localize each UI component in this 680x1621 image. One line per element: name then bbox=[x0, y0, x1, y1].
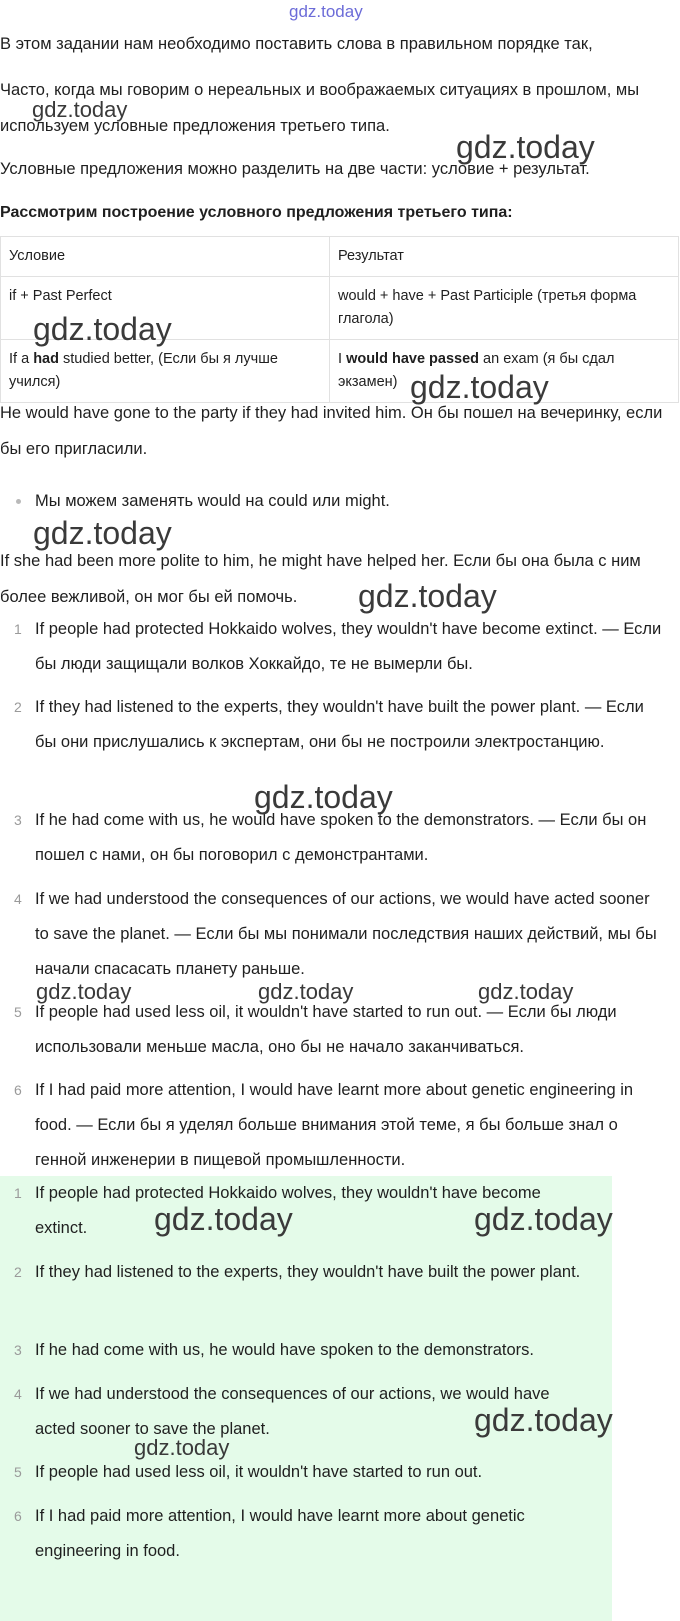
watermark: gdz.today bbox=[478, 979, 574, 1004]
answer-text: If people had protected Hokkaido wolves, they wouldn't have become extinct. bbox=[35, 1184, 541, 1237]
watermark: gdz.today bbox=[33, 311, 172, 347]
watermark: gdz.today bbox=[456, 129, 595, 165]
table-row bbox=[1, 340, 679, 403]
table-cell: would + have + Past Participle (третья форма глагола) bbox=[330, 277, 679, 340]
list-text: If they had listened to the experts, they wouldn't have built the power plant. — Если бы они прислушались к экспертам, они бы не построили электростанцию. bbox=[35, 698, 644, 751]
table-cell: if + Past Perfect bbox=[1, 277, 330, 340]
watermark: gdz.today bbox=[134, 1435, 230, 1460]
example-sentence-1: He would have gone to the party if they had invited him. Он бы пошел на вечеринку, если бы его пригласили. bbox=[0, 404, 663, 458]
intro-paragraph-2: Часто, когда мы говорим о нереальных и воображаемых ситуациях в прошлом, мы используем условные предложения третьего типа. bbox=[0, 81, 640, 135]
intro-paragraph-3: Условные предложения можно разделить на две части: условие + результат. bbox=[0, 160, 590, 178]
answer-text: If he had come with us, he would have spoken to the demonstrators. bbox=[35, 1341, 534, 1359]
list-number: 3 bbox=[14, 1342, 22, 1358]
list-number: 2 bbox=[14, 699, 22, 715]
intro-paragraph-1: В этом задании нам необходимо поставить слова в правильном порядке так, bbox=[0, 35, 593, 53]
answer-text: If they had listened to the experts, they wouldn't have built the power plant. bbox=[35, 1263, 581, 1281]
watermark: gdz.today bbox=[410, 369, 549, 405]
table-header-row bbox=[1, 237, 679, 277]
list-text: If people had used less oil, it wouldn't have started to run out. — Если бы люди использовали меньше масла, оно бы не начало заканчиваться. bbox=[35, 1003, 617, 1056]
list-number: 4 bbox=[14, 1386, 22, 1402]
list-number: 3 bbox=[14, 812, 22, 828]
section-heading: Рассмотрим построение условного предложения третьего типа: bbox=[0, 204, 513, 221]
answers-block bbox=[0, 1176, 612, 1621]
answer-text: If people had used less oil, it wouldn't have started to run out. bbox=[35, 1463, 483, 1481]
list-text: If I had paid more attention, I would have learnt more about genetic engineering in food. — Если бы я уделял больше внимания этой теме, я бы больше знал о генной инженерии в пищевой промышленности. bbox=[35, 1081, 634, 1169]
example-sentence-2: If she had been more polite to him, he might have helped her. Если бы она была с ним более вежливой, он мог бы ей помочь. bbox=[0, 552, 641, 606]
answer-text: If we had understood the consequences of our actions, we would have acted sooner to save the planet. bbox=[35, 1385, 550, 1438]
list-text: If he had come with us, he would have spoken to the demonstrators. — Если бы он пошел с нами, он бы поговорил с демонстрантами. bbox=[35, 811, 647, 864]
table-header-result: Результат bbox=[330, 237, 679, 277]
watermark: gdz.today bbox=[358, 578, 497, 614]
list-number: 2 bbox=[14, 1264, 22, 1280]
list-number: 5 bbox=[14, 1004, 22, 1020]
list-number: 6 bbox=[14, 1508, 22, 1524]
list-number: 6 bbox=[14, 1082, 22, 1098]
list-text: If people had protected Hokkaido wolves, they wouldn't have become extinct. — Если бы люди защищали волков Хоккайдо, те не вымерли бы. bbox=[35, 620, 662, 673]
table-cell: If a had studied better, (Если бы я лучше учился) bbox=[1, 340, 330, 403]
list-text: If we had understood the consequences of our actions, we would have acted sooner to save the planet. — Если бы мы понимали последствия наших действий, мы бы начали спасасать планету раньше. bbox=[35, 890, 657, 978]
bullet-dot-icon bbox=[16, 499, 21, 504]
table-header-condition: Условие bbox=[1, 237, 330, 277]
watermark: gdz.today bbox=[32, 97, 128, 122]
list-number: 5 bbox=[14, 1464, 22, 1480]
list-number: 1 bbox=[14, 621, 22, 637]
watermark: gdz.today bbox=[33, 515, 172, 551]
watermark: gdz.today bbox=[474, 1201, 613, 1237]
watermark: gdz.today bbox=[36, 979, 132, 1004]
watermark: gdz.today bbox=[154, 1201, 293, 1237]
list-number: 1 bbox=[14, 1185, 22, 1201]
table-cell: I would have passed an exam (я бы сдал экзамен) bbox=[330, 340, 679, 403]
bullet-text: Мы можем заменять would на could или might. bbox=[35, 492, 390, 510]
bold-verb: had bbox=[33, 351, 59, 367]
watermark-top: gdz.today bbox=[289, 2, 363, 21]
watermark: gdz.today bbox=[258, 979, 354, 1004]
answer-text: If I had paid more attention, I would have learnt more about genetic engineering in food. bbox=[35, 1507, 525, 1560]
list-number: 4 bbox=[14, 891, 22, 907]
watermark: gdz.today bbox=[254, 779, 393, 815]
watermark: gdz.today bbox=[474, 1402, 613, 1438]
bold-verb: would have passed bbox=[346, 351, 480, 367]
